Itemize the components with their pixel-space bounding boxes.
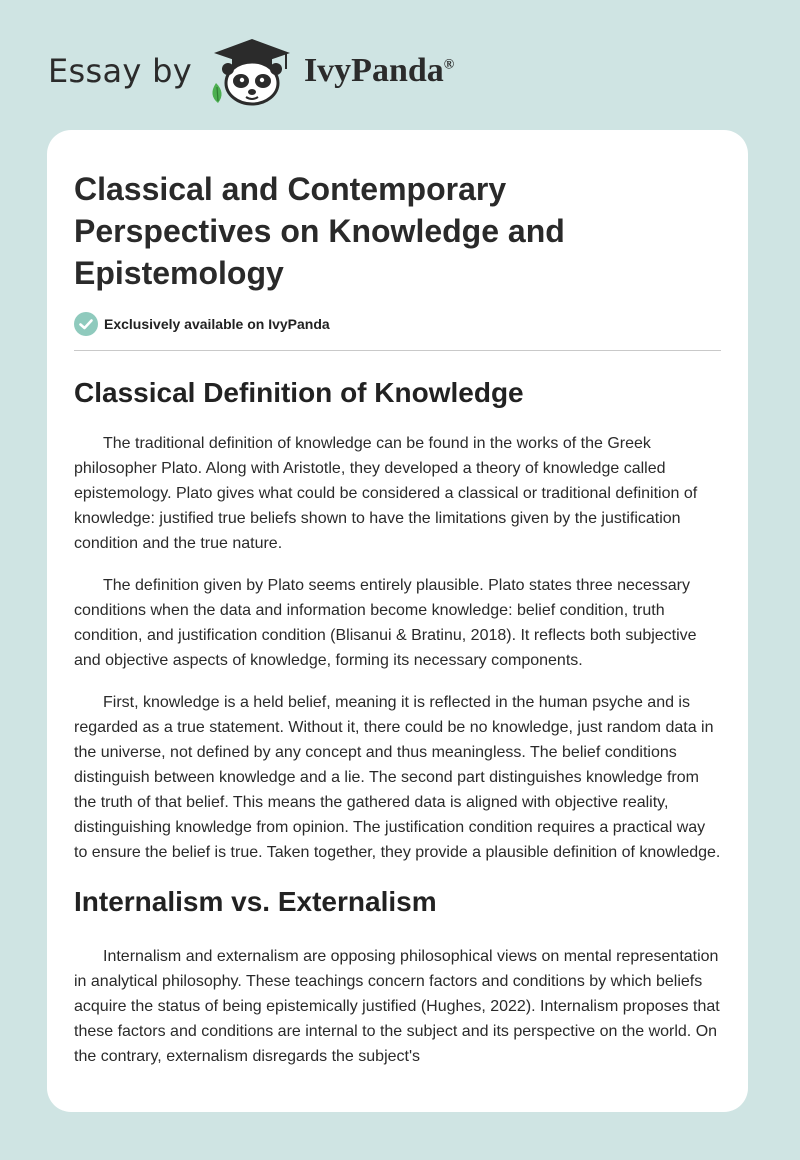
exclusive-badge xyxy=(74,312,721,336)
essay-card xyxy=(47,130,748,1112)
registered-mark: ® xyxy=(443,57,455,73)
paragraph: The definition given by Plato seems entirely plausible. Plato states three necessary conditions when the data and information become knowledge: belief condition, truth condition, and justification condition (Blisanui & Bratinu, 2018). It reflects both subjective and objective aspects of knowledge, forming its necessary components. xyxy=(74,577,697,669)
brand-name: IvyPanda® xyxy=(303,52,455,89)
page-title: Classical and Contemporary Perspectives on Knowledge and Epistemology xyxy=(74,171,565,291)
paragraph: The traditional definition of knowledge can be found in the works of the Greek philosopher Plato. Along with Aristotle, they developed a theory of knowledge called epistemology. Plato gives what could be considered a classical or traditional definition of knowledge: justified true beliefs shown to have the limitations given by the justification condition and the true nature. xyxy=(74,435,698,552)
exclusive-label: Exclusively available on IvyPanda xyxy=(104,316,330,332)
title-divider xyxy=(74,350,721,351)
panda-graduate-logo-icon xyxy=(206,35,298,107)
check-circle-icon xyxy=(74,312,98,336)
brand-prefix: Essay by xyxy=(48,52,192,90)
brand-header xyxy=(48,36,568,106)
section-heading: Classical Definition of Knowledge xyxy=(74,377,524,408)
paragraph: Internalism and externalism are opposing philosophical views on mental representation in analytical philosophy. These teachings concern factors and conditions by which beliefs acquire the status of being epistemically justified (Hughes, 2022). Internalism proposes that these factors and conditions are internal to the subject and its perspective on the world. On the contrary, externalism disregards the subject's xyxy=(74,948,720,1065)
section-heading: Internalism vs. Externalism xyxy=(74,886,437,917)
paragraph: First, knowledge is a held belief, meaning it is reflected in the human psyche and is regarded as a true statement. Without it, there could be no knowledge, just random data in the universe, not defined by any concept and thus meaningless. The belief conditions distinguish between knowledge and a lie. The second part distinguishes knowledge from the truth of that belief. This means the gathered data is aligned with objective reality, distinguishing knowledge from opinion. The justification condition requires a practical way to ensure the belief is true. Taken together, they provide a plausible definition of knowledge. xyxy=(74,694,721,861)
